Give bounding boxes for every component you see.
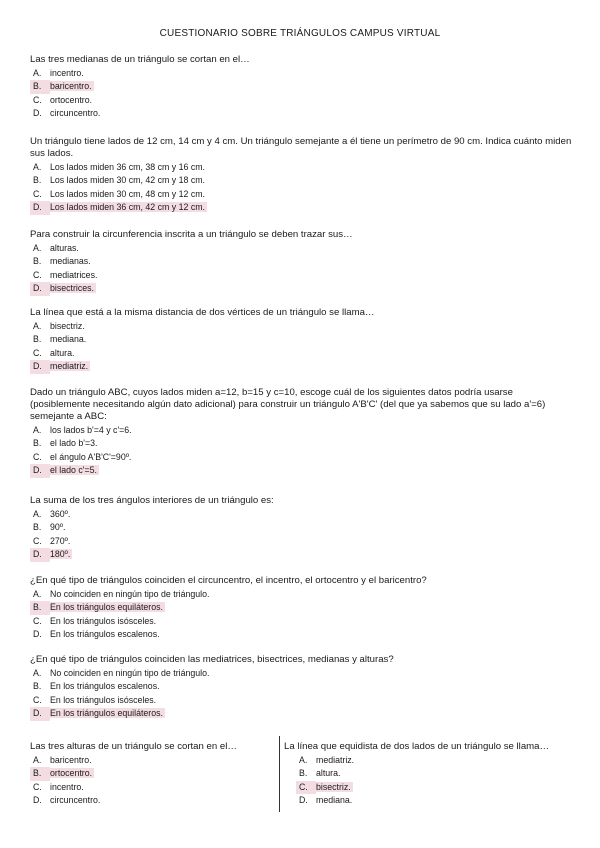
answer-option[interactable] [30, 424, 575, 437]
option-text: mediatriz. [50, 361, 89, 372]
option-text: ortocentro. [50, 768, 93, 779]
option-letter: D. [33, 629, 42, 640]
option-text: el ángulo A'B'C'=90º. [50, 451, 132, 462]
option-letter: C. [296, 781, 316, 794]
option-text: baricentro. [50, 81, 92, 92]
answer-option-correct[interactable] [30, 548, 575, 561]
option-text: baricentro. [50, 755, 92, 765]
answer-option[interactable] [30, 451, 575, 464]
option-letter: C. [33, 535, 42, 546]
option-text: mediana. [316, 795, 353, 806]
answer-option[interactable] [30, 320, 575, 333]
option-text: 180º. [50, 549, 71, 560]
answer-option[interactable] [30, 94, 575, 107]
option-text: altura. [316, 768, 341, 779]
answer-option[interactable] [30, 333, 575, 346]
option-letter: C. [33, 188, 42, 199]
page-title: CUESTIONARIO SOBRE TRIÁNGULOS CAMPUS VIRTUAL [159, 28, 441, 39]
option-text: 360º. [50, 509, 71, 519]
question-text: ¿En qué tipo de triángulos coinciden el circuncentro, el incentro, el ortocentro y el baricentro? [30, 575, 427, 586]
option-text: En los triángulos escalenos. [50, 681, 160, 692]
answer-option[interactable] [30, 67, 575, 80]
option-letter: C. [33, 347, 42, 358]
option-text: En los triángulos isósceles. [50, 694, 157, 705]
option-letter: D. [33, 108, 42, 119]
option-text: circuncentro. [50, 795, 101, 806]
option-text: 90º. [50, 522, 66, 533]
option-letter: B. [299, 768, 308, 779]
option-letter: A. [33, 668, 42, 678]
option-text: En los triángulos equiláteros. [50, 602, 163, 613]
answer-option[interactable] [30, 694, 575, 707]
answer-option[interactable] [30, 188, 575, 201]
option-letter: D. [30, 282, 50, 295]
option-text: bisectriz. [316, 781, 351, 792]
option-text: bisectrices. [50, 283, 94, 294]
answer-option[interactable] [30, 508, 575, 521]
answer-option-correct[interactable] [30, 201, 575, 214]
option-text: mediatriz. [316, 755, 355, 765]
option-letter: C. [33, 615, 42, 626]
answer-option[interactable] [30, 437, 575, 450]
answer-option[interactable] [30, 535, 575, 548]
option-letter: C. [33, 94, 42, 105]
answer-option-correct[interactable] [30, 464, 575, 477]
answer-option-correct[interactable] [30, 360, 575, 373]
answer-option[interactable] [30, 347, 575, 360]
option-text: No coinciden en ningún tipo de triángulo. [50, 589, 210, 599]
option-text: incentro. [50, 68, 84, 78]
option-letter: A. [33, 68, 42, 78]
answer-option-correct[interactable] [30, 767, 270, 780]
answer-option[interactable] [30, 107, 575, 120]
question-text: Las tres alturas de un triángulo se cortan en el… [30, 741, 237, 752]
option-letter: A. [33, 321, 42, 331]
option-letter: C. [33, 781, 42, 792]
option-letter: B. [33, 438, 42, 449]
question-3 [30, 229, 575, 296]
option-text: mediana. [50, 334, 87, 345]
option-text: el lado c'=5. [50, 465, 97, 476]
option-text: Los lados miden 30 cm, 42 cm y 18 cm. [50, 175, 205, 186]
option-letter: A. [33, 589, 42, 599]
answer-option[interactable] [30, 794, 270, 807]
answer-option[interactable] [284, 794, 584, 807]
answer-option-correct[interactable] [30, 282, 575, 295]
question-text: La línea que está a la misma distancia de dos vértices de un triángulo se llama… [30, 307, 375, 318]
option-letter: A. [33, 509, 42, 519]
answer-option-correct[interactable] [30, 707, 575, 720]
answer-option[interactable] [30, 255, 575, 268]
option-text: el lado b'=3. [50, 438, 98, 449]
option-text: 270º. [50, 535, 71, 546]
option-text: los lados b'=4 y c'=6. [50, 425, 132, 435]
answer-option[interactable] [30, 242, 575, 255]
question-4 [30, 307, 575, 374]
question-text: ¿En qué tipo de triángulos coinciden las mediatrices, bisectrices, medianas y alturas? [30, 654, 394, 665]
question-text: La línea que equidista de dos lados de un triángulo se llama… [284, 741, 550, 752]
option-letter: C. [33, 269, 42, 280]
option-letter: B. [30, 601, 50, 614]
answer-option[interactable] [30, 667, 575, 680]
answer-option[interactable] [284, 767, 584, 780]
option-letter: B. [33, 522, 42, 533]
option-text: Los lados miden 30 cm, 48 cm y 12 cm. [50, 188, 205, 199]
option-letter: A. [299, 755, 308, 765]
answer-option[interactable] [30, 269, 575, 282]
option-text: alturas. [50, 243, 79, 253]
answer-option[interactable] [30, 781, 270, 794]
option-text: Los lados miden 36 cm, 38 cm y 16 cm. [50, 162, 205, 172]
question-text: Dado un triángulo ABC, cuyos lados miden a=12, b=15 y c=10, escoge cuál de los siguientes datos podría usarse (posiblemente necesitando algún dato adicional) para construir un triángulo A'B'C' (del que ya sabemos que su lado a'=6) semejante a ABC: [30, 387, 546, 422]
answer-option[interactable] [30, 161, 575, 174]
answer-option-correct[interactable] [30, 601, 575, 614]
answer-option[interactable] [30, 588, 575, 601]
question-9 [30, 741, 270, 808]
question-text: Las tres medianas de un triángulo se cortan en el… [30, 54, 250, 65]
option-letter: A. [33, 425, 42, 435]
option-letter: D. [30, 548, 50, 561]
question-text: Un triángulo tiene lados de 12 cm, 14 cm y 4 cm. Un triángulo semejante a él tiene un perímetro de 90 cm. Indica cuánto miden sus lados. [30, 136, 572, 159]
option-text: ortocentro. [50, 94, 93, 105]
option-letter: A. [33, 243, 42, 253]
option-letter: C. [33, 451, 42, 462]
question-6 [30, 495, 575, 562]
option-text: No coinciden en ningún tipo de triángulo. [50, 668, 210, 678]
answer-option[interactable] [30, 628, 575, 641]
option-letter: D. [30, 201, 50, 214]
option-letter: B. [33, 681, 42, 692]
option-letter: A. [33, 755, 42, 765]
question-7 [30, 575, 575, 642]
question-10 [284, 741, 584, 808]
option-letter: D. [299, 795, 308, 806]
question-text: La suma de los tres ángulos interiores de un triángulo es: [30, 495, 274, 506]
option-text: altura. [50, 347, 75, 358]
option-text: En los triángulos escalenos. [50, 629, 160, 640]
option-letter: B. [33, 256, 42, 267]
option-text: medianas. [50, 256, 91, 267]
option-text: En los triángulos equiláteros. [50, 708, 163, 719]
answer-option-correct[interactable] [284, 781, 584, 794]
answer-option[interactable] [284, 754, 584, 767]
option-letter: D. [30, 707, 50, 720]
option-letter: D. [33, 795, 42, 806]
question-2 [30, 136, 575, 215]
answer-option[interactable] [30, 521, 575, 534]
answer-option[interactable] [30, 754, 270, 767]
option-letter: B. [33, 334, 42, 345]
option-letter: B. [33, 175, 42, 186]
answer-option[interactable] [30, 680, 575, 693]
option-text: En los triángulos isósceles. [50, 615, 157, 626]
option-text: incentro. [50, 781, 84, 792]
answer-option[interactable] [30, 174, 575, 187]
question-8 [30, 654, 575, 721]
option-text: circuncentro. [50, 108, 101, 119]
option-letter: A. [33, 162, 42, 172]
option-letter: B. [30, 80, 50, 93]
question-1 [30, 54, 575, 121]
option-letter: D. [30, 464, 50, 477]
option-text: Los lados miden 36 cm, 42 cm y 12 cm. [50, 202, 205, 213]
answer-option[interactable] [30, 615, 575, 628]
column-divider [279, 736, 280, 812]
option-letter: C. [33, 694, 42, 705]
option-text: mediatrices. [50, 269, 98, 280]
option-letter: D. [30, 360, 50, 373]
answer-option-correct[interactable] [30, 80, 575, 93]
question-text: Para construir la circunferencia inscrita a un triángulo se deben trazar sus… [30, 229, 353, 240]
option-letter: B. [30, 767, 50, 780]
option-text: bisectriz. [50, 321, 85, 331]
question-5 [30, 387, 575, 478]
